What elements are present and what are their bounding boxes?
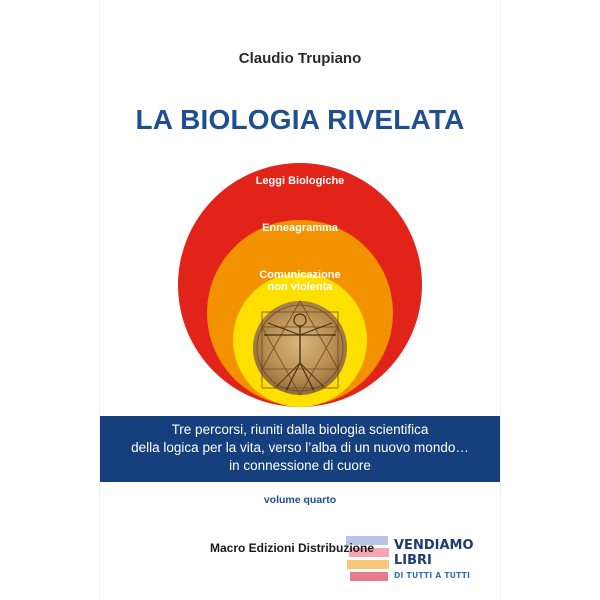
middle-ring-label: Enneagramma	[262, 222, 338, 234]
publisher-name: Macro Edizioni Distribuzione	[210, 541, 375, 555]
volume-label: volume quarto	[263, 494, 337, 506]
watermark-line-3: DI TUTTI A TUTTI	[394, 571, 471, 580]
banner-line-1: Tre percorsi, riuniti dalla biologia scientifica	[171, 422, 429, 437]
vitruvian-man-icon	[253, 301, 347, 395]
author-name: Claudio Trupiano	[238, 50, 362, 67]
inner-ring-label-line2: non violenta	[267, 281, 333, 293]
watermark-line-2: LIBRI	[394, 553, 432, 568]
outer-ring-label: Leggi Biologiche	[255, 175, 345, 187]
banner-line-2: della logica per la vita, verso l’alba di un nuovo mondo…	[131, 440, 469, 455]
watermark-line-1: VENDIAMO	[394, 538, 474, 553]
inner-ring-label-line1: Comunicazione	[259, 269, 341, 281]
inner-ring-label	[0, 269, 600, 293]
banner-line-3: in connessione di cuore	[229, 458, 371, 473]
book-title: LA BIOLOGIA RIVELATA	[135, 104, 465, 135]
